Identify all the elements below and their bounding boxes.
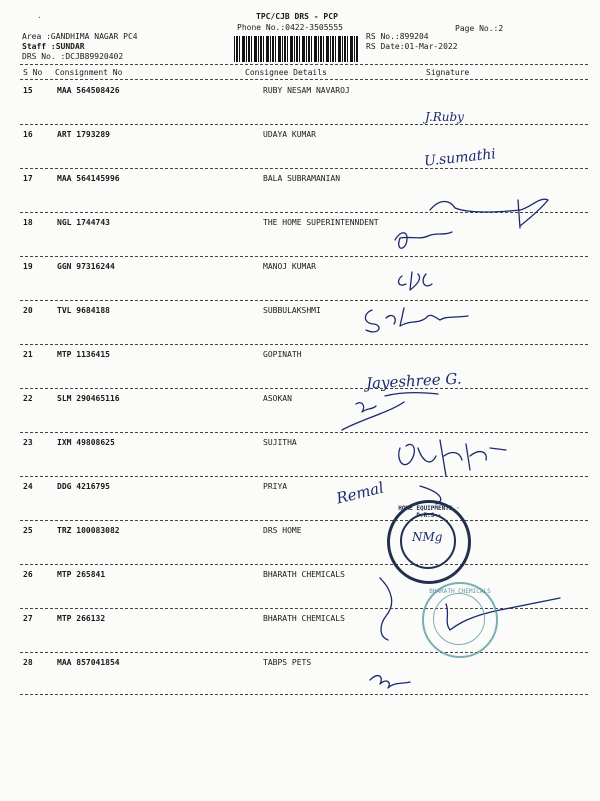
row-consignment: DDG 4216795 [57, 482, 110, 491]
row-consignee: BHARATH CHEMICALS [263, 570, 345, 579]
row-sno: 19 [23, 262, 33, 271]
row-consignee: ASOKAN [263, 394, 292, 403]
row-consignment: MAA 564145996 [57, 174, 120, 183]
row-consignment: ART 1793289 [57, 130, 110, 139]
row-consignment: GGN 97316244 [57, 262, 115, 271]
row-consignment: MTP 266132 [57, 614, 106, 623]
col-header-sno: S No [23, 68, 43, 77]
col-header-signature: Signature [426, 68, 470, 77]
report-title: TPC/CJB DRS - PCP [256, 12, 338, 21]
phone-number: Phone No.:0422-3505555 [237, 23, 343, 32]
signature-23 [399, 440, 506, 476]
area-label: Area :GANDHIMA NAGAR PC4 [22, 32, 138, 41]
row-consignee: TABPS PETS [263, 658, 312, 667]
signature-18 [395, 232, 452, 248]
signature-16: U.sumathi [423, 146, 497, 170]
signature-21: Jayeshree G. [365, 369, 462, 393]
signature-22 [342, 402, 404, 430]
row-sno: 22 [23, 394, 33, 403]
row-sno: 24 [23, 482, 33, 491]
row-sno: 15 [23, 86, 33, 95]
page-number: Page No.:2 [455, 24, 504, 33]
stamp-inner-ring [433, 593, 485, 645]
rs-date: RS Date:01-Mar-2022 [366, 42, 458, 51]
row-consignment: IXM 49808625 [57, 438, 115, 447]
row-consignee: THE HOME SUPERINTENNDENT [263, 218, 379, 227]
row-sno: 23 [23, 438, 33, 447]
scan-mark-icon: · [37, 13, 42, 22]
signature-26 [380, 578, 392, 640]
row-sno: 20 [23, 306, 33, 315]
row-consignee: BALA SUBRAMANIAN [263, 174, 341, 183]
row-consignment: SLM 290465116 [57, 394, 120, 403]
row-consignment: MAA 857041854 [57, 658, 120, 667]
row-sno: 26 [23, 570, 33, 579]
stamp-outer-text: HOME EQUIPMENTS · D.R.S · [398, 505, 460, 519]
row-sno: 17 [23, 174, 33, 183]
row-consignee: BHARATH CHEMICALS [263, 614, 345, 623]
rs-number: RS No.:899204 [366, 32, 429, 41]
row-consignment: TVL 9684188 [57, 306, 110, 315]
row-consignment: MAA 564508426 [57, 86, 120, 95]
row-sno: 27 [23, 614, 33, 623]
row-sno: 25 [23, 526, 33, 535]
signature-17 [430, 199, 548, 228]
row-consignment: MTP 1136415 [57, 350, 110, 359]
row-consignee: MANOJ KUMAR [263, 262, 316, 271]
row-consignment: TRZ 100083082 [57, 526, 120, 535]
col-header-consignee: Consignee Details [245, 68, 327, 77]
row-consignment: NGL 1744743 [57, 218, 110, 227]
row-consignee: RUBY NESAM NAVAROJ [263, 86, 350, 95]
row-consignment: MTP 265841 [57, 570, 106, 579]
stamp-signature: NMg [412, 530, 443, 544]
row-sno: 16 [23, 130, 33, 139]
row-sno: 28 [23, 658, 33, 667]
row-consignee: SUJITHA [263, 438, 297, 447]
signature-15: J.Ruby [425, 110, 464, 124]
staff-label: Staff :SUNDAR [22, 42, 85, 51]
stamp-outer-text: BHARATH CHEMICALS [429, 588, 491, 595]
col-header-consignment: Consignment No [55, 68, 123, 77]
row-consignee: PRIYA [263, 482, 288, 491]
row-consignee: GOPINATH [263, 350, 302, 359]
signature-19 [399, 272, 432, 290]
company-stamp [387, 500, 471, 584]
row-sno: 18 [23, 218, 33, 227]
row-consignee: DRS HOME [263, 526, 302, 535]
signature-28 [370, 676, 410, 688]
chemicals-stamp [422, 582, 498, 658]
row-sno: 21 [23, 350, 33, 359]
signature-24: Remal [334, 478, 386, 508]
row-consignee: SUBBULAKSHMI [263, 306, 321, 315]
drs-number: DRS No. :DCJB89920402 [22, 52, 124, 61]
signature-20 [365, 308, 468, 332]
row-consignee: UDAYA KUMAR [263, 130, 316, 139]
